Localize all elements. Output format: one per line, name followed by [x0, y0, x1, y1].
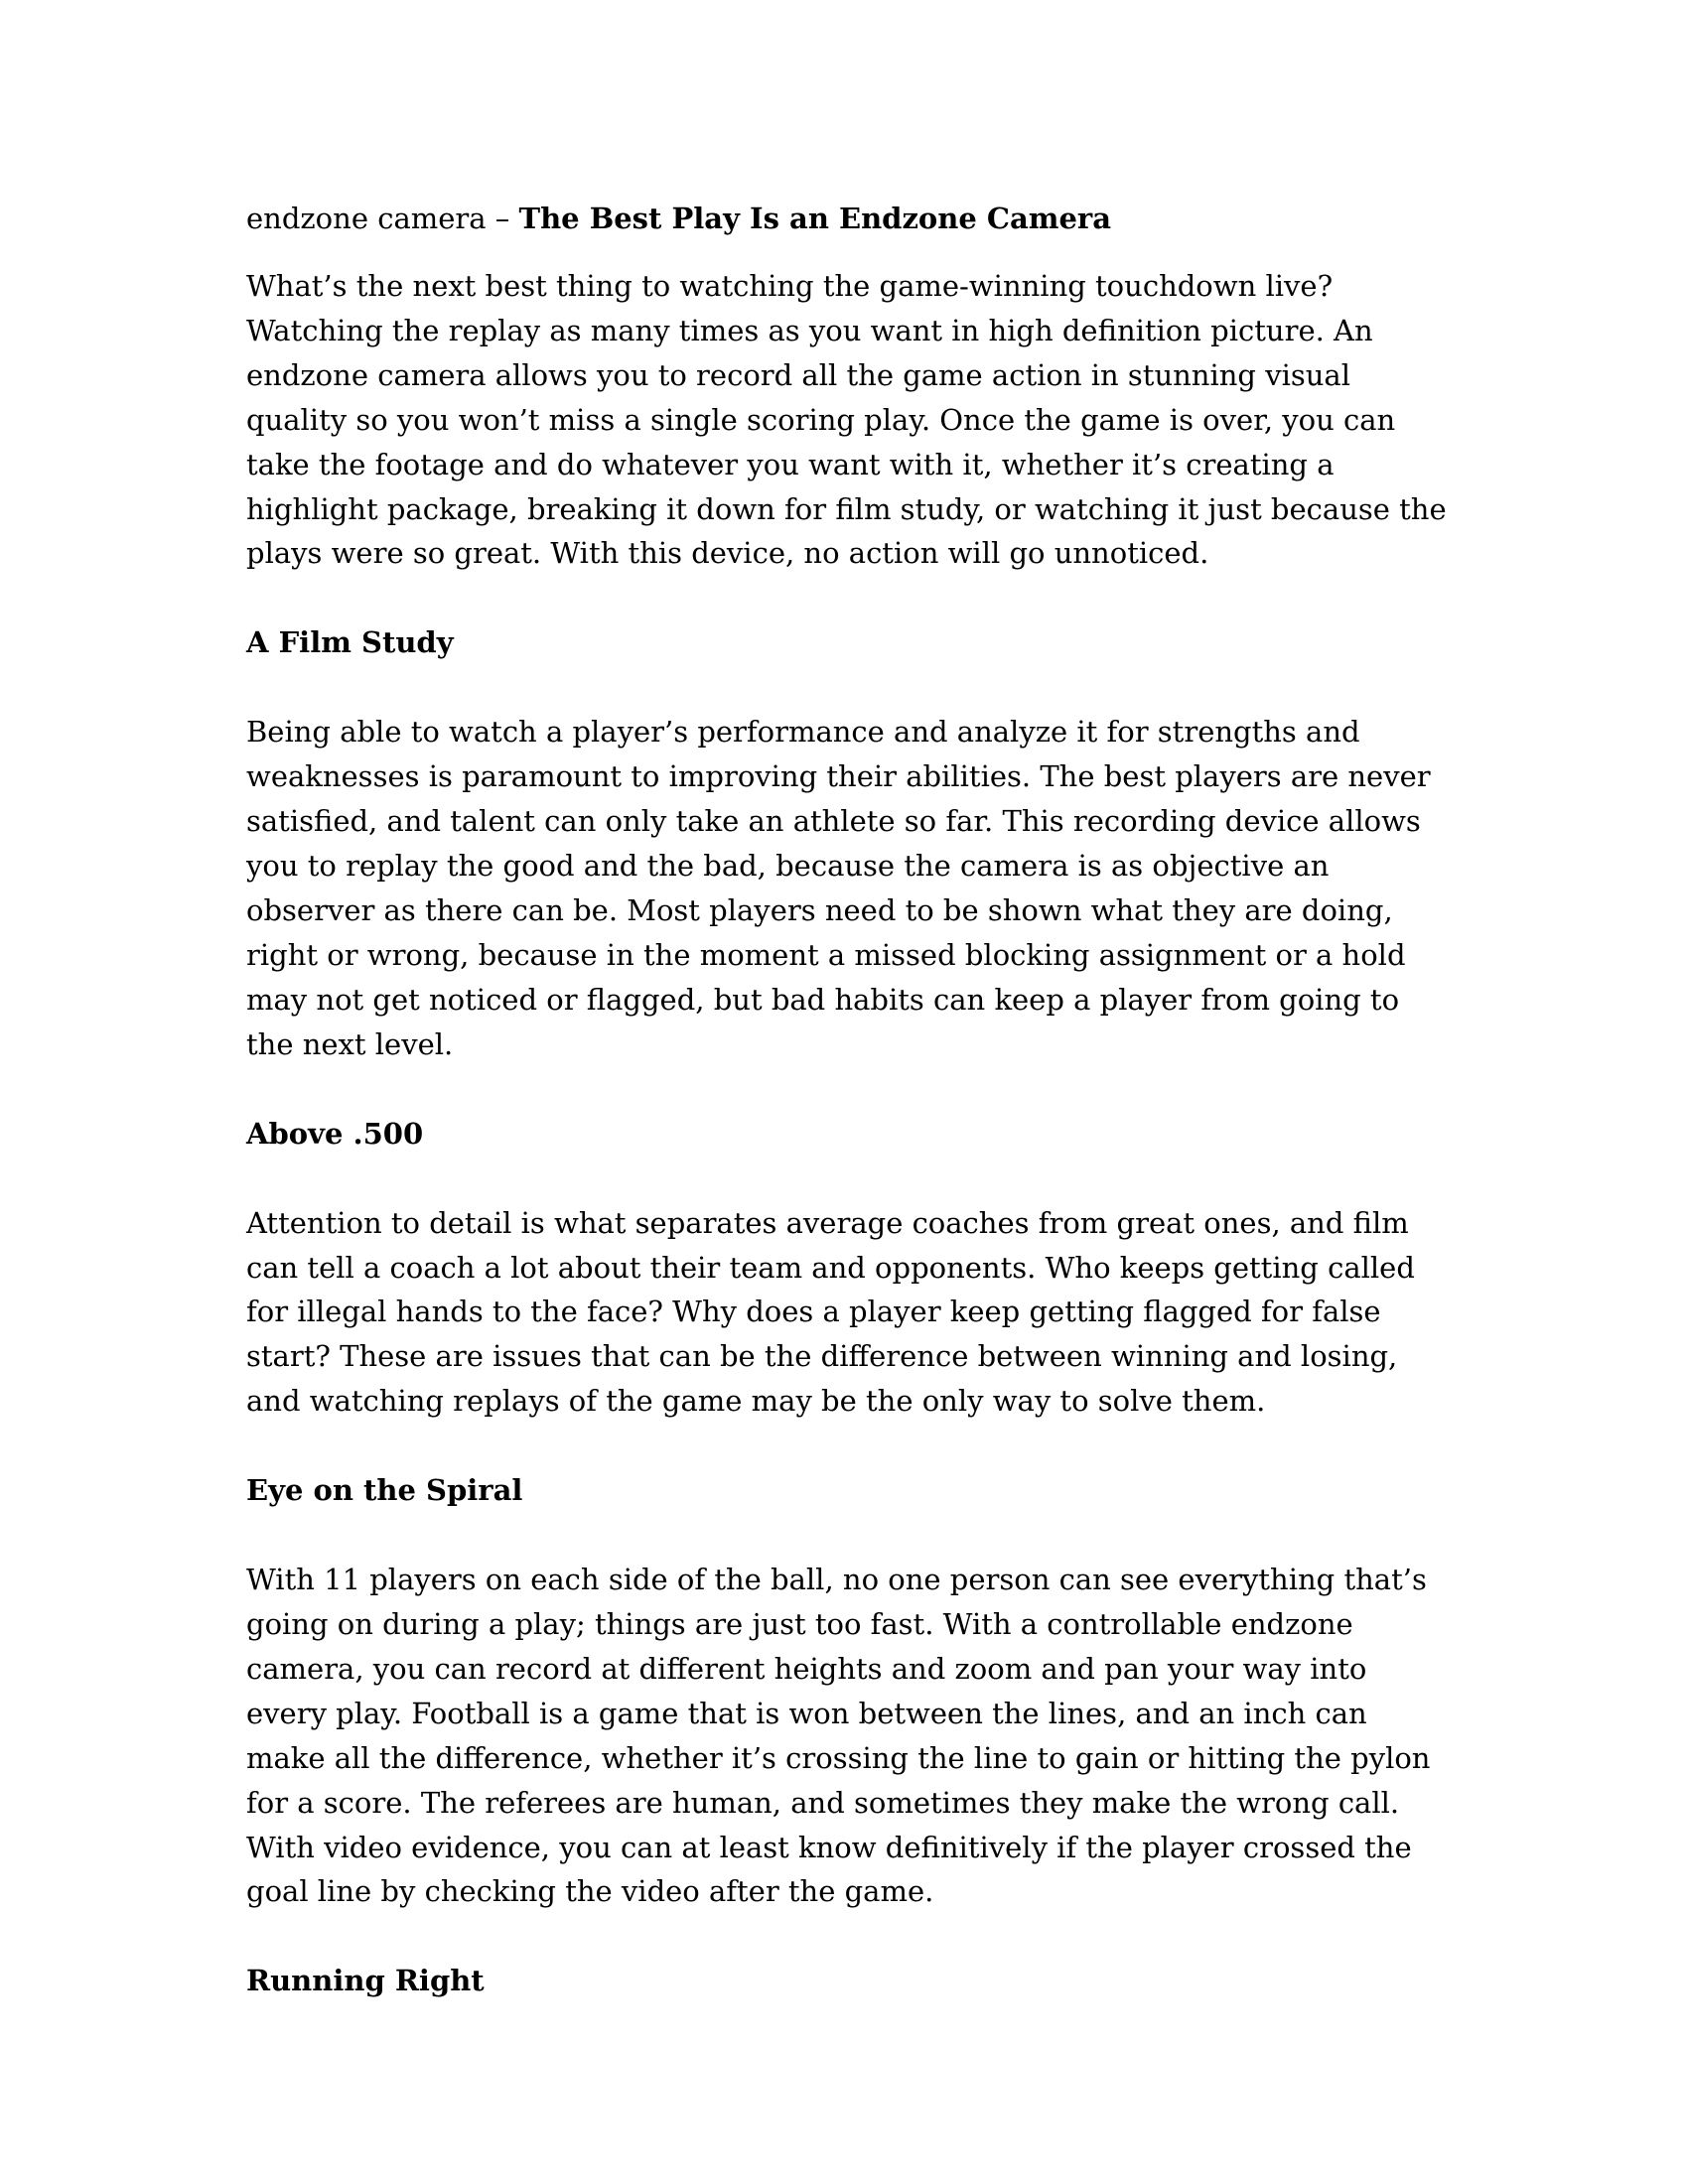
section-paragraph-film-study: Being able to watch a player’s performance and analyze it for strengths and weaknesses is paramount to improving their abilities. The best players are never satisfied, and talent can only take an athlete so far. This recording device allows you to replay the good and the bad, because the camera is as objective an observer as there can be. Most players need to be shown what they are doing, right or wrong, because in the moment a missed blocking assignment or a hold may not get noticed or flagged, but bad habits can keep a player from going to the next level. — [246, 715, 1431, 1061]
document-body — [246, 197, 1448, 2048]
section-paragraph-above-500: Attention to detail is what separates average coaches from great ones, and film can tell a coach a lot about their team and opponents. Who keeps getting called for illegal hands to the face? Why does a player keep getting flagged for false start? These are issues that can be the difference between winning and losing, and watching replays of the game may be the only way to solve them. — [246, 1205, 1415, 1419]
section-heading-running-right: Running Right — [246, 1964, 485, 1998]
section-heading-eye-on-spiral: Eye on the Spiral — [246, 1473, 523, 1508]
section-paragraph-eye-on-spiral: With 11 players on each side of the ball, no one person can see everything that’s going on during a play; things are just too fast. With a controllable endzone camera, you can record at different heights and zoom and pan your way into every play. Football is a game that is won between the lines, and an inch can make all the difference, whether it’s crossing the line to gain or hitting the pylon for a score. The referees are human, and sometimes they make the wrong call. With video evidence, you can at least know definitively if the player crossed the goal line by checking the video after the game. — [246, 1563, 1431, 1909]
title-prefix: endzone camera – — [246, 202, 519, 235]
title-bold: The Best Play Is an Endzone Camera — [518, 202, 1111, 235]
section-heading-above-500: Above .500 — [246, 1116, 424, 1151]
document-title — [246, 197, 1448, 241]
intro-paragraph: What’s the next best thing to watching the game-winning touchdown live? Watching the replay as many times as you want in high definition picture. An endzone camera allows you to record all the game action in stunning visual quality so you won’t miss a single scoring play. Once the game is over, you can take the footage and do whatever you want with it, whether it’s creating a highlight package, breaking it down for film study, or watching it just because the plays were so great. With this device, no action will go unnoticed. — [246, 269, 1447, 571]
section-heading-film-study: A Film Study — [246, 625, 454, 660]
